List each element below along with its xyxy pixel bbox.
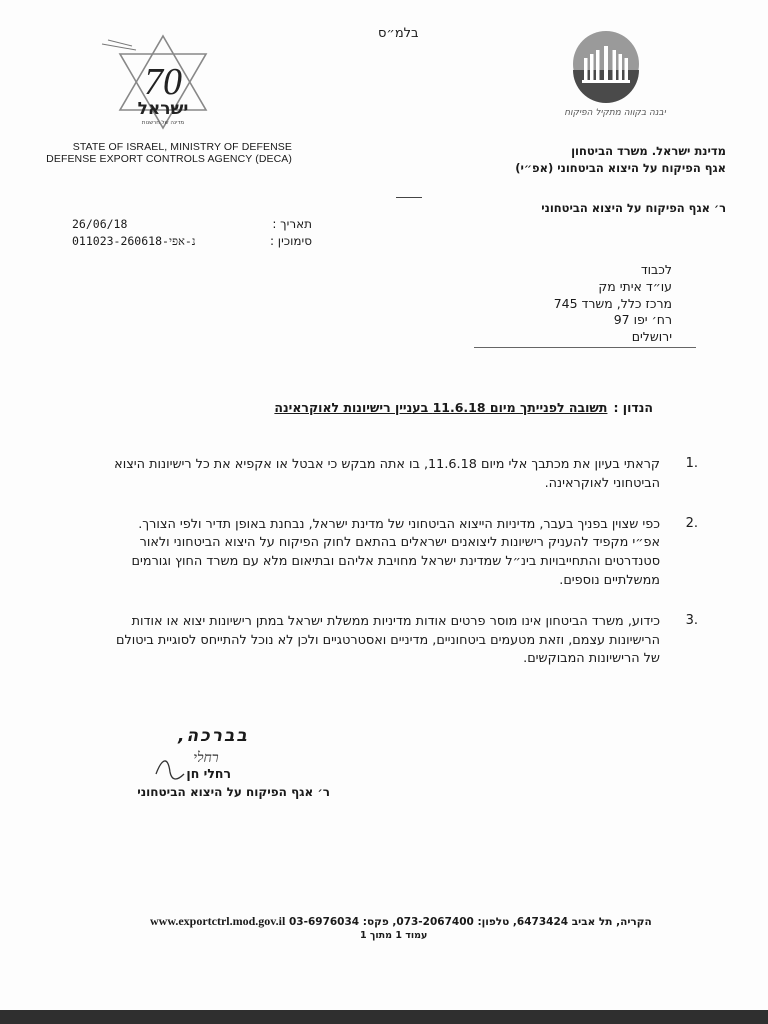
logo-flourish <box>102 40 136 50</box>
body-paragraph <box>110 613 698 669</box>
reference-row <box>72 233 312 250</box>
addressee-line: מרכז כלל, משרד 745 <box>553 295 672 311</box>
paragraph-text: כפי שצוין בפניך בעבר, מדיניות הייצוא הביטחוני של מדינת ישראל, נבחנת באופן תדיר ולפי הצורך. אפ״י מקפיד להעניק רישיונות ליצואנים ישראלים בהתאם לחוק הפיקוח על היצוא הביטחוני ולאור סטנדרטים והתחייבויות בינ״ל שמדינת ישראל מחויבת אליהם ובתיאום מלא עם משרד החוץ וגורמים ממשלתיים נוספים. <box>131 516 660 588</box>
subject-label: הנדון : <box>613 400 653 415</box>
addressee-line: עו״ד איתי מק <box>598 278 672 294</box>
addressee-line: רח׳ יפו 97 <box>613 312 672 328</box>
logo-number: 70 <box>144 61 182 103</box>
reference-label: סימוכין : <box>269 234 312 248</box>
signer-name: רחלי חן <box>186 766 231 781</box>
emblem-motto: יבנה בקווה מתקיל הפיקוח <box>564 108 666 118</box>
sender-unit: ר׳ אגף הפיקוח על היצוא הביטחוני <box>541 201 726 215</box>
en-header-line-1: STATE OF ISRAEL, MINISTRY OF DEFENSE <box>72 141 292 153</box>
classification-mark: בלמ״ס <box>378 26 419 41</box>
footer-website: www.exportctrl.mod.gov.il <box>150 914 286 928</box>
english-letterhead <box>38 141 292 165</box>
footer-address: הקריה, תל אביב 6473424, טלפון: 073-2067400, פקס: 03-6976034 <box>288 916 652 928</box>
closing-greeting: בברכה, <box>178 726 249 746</box>
divider <box>396 197 422 198</box>
scan-edge <box>0 1010 768 1024</box>
letter-meta <box>72 216 312 250</box>
signer-title: ר׳ אגף הפיקוח על היצוא הביטחוני <box>137 785 330 799</box>
paragraph-text: כידוע, משרד הביטחון אינו מוסר פרטים אודות מדיניות ממשלת ישראל במתן רישיונות יצוא או אודות הרישיונות עצמם, וזאת מטעמים ביטחוניים, מדיניים ואסטרטגיים ולכן לא נוכל להתייחס לסוגיית ביטולם של הרישיונות המבוקשים. <box>115 613 660 667</box>
svg-text:רחלי: רחלי <box>193 750 219 766</box>
addressee-line: לכבוד <box>640 262 672 277</box>
letter-footer <box>150 914 668 929</box>
reference-value: 011023-260618-נ-אפי <box>72 234 196 248</box>
he-header-line-1: מדינת ישראל. משרד הביטחון <box>571 144 726 158</box>
subject-line <box>150 400 653 415</box>
en-header-line-2: DEFENSE EXPORT CONTROLS AGENCY (DECA) <box>46 153 292 165</box>
logo-word: ישראל <box>137 99 189 119</box>
paragraph-text: קראתי בעיון את מכתבך אלי מיום 11.6.18, בו אתה מבקש כי אבטל או אקפיא את כל רישיונות היצוא הביטחוני לאוקראינה. <box>114 457 660 491</box>
addressee-underline <box>474 347 696 348</box>
addressee-block <box>452 262 672 346</box>
date-value: 26/06/18 <box>72 217 128 231</box>
paragraph-number: .1 <box>685 456 698 471</box>
addressee-line: ירושלים <box>631 329 672 345</box>
paragraph-number: .3 <box>685 612 698 628</box>
body-paragraph <box>110 456 698 494</box>
subject-text: תשובה לפנייתך מיום 11.6.18 בעניין רישיונות לאוקראינה <box>274 400 608 415</box>
hebrew-letterhead <box>396 143 726 177</box>
he-header-line-2: אגף הפיקוח על היצוא הביטחוני (אפ״י) <box>515 161 726 175</box>
date-row <box>72 216 312 233</box>
letter-body <box>110 456 698 691</box>
paragraph-number: .2 <box>685 515 698 531</box>
logo-tagline: מדינה של חרשנות <box>141 120 185 126</box>
date-label: תאריך : <box>272 217 312 231</box>
body-paragraph <box>110 516 698 591</box>
page-number: עמוד 1 מתוך 1 <box>360 930 428 941</box>
israel-70-logo <box>88 30 238 130</box>
